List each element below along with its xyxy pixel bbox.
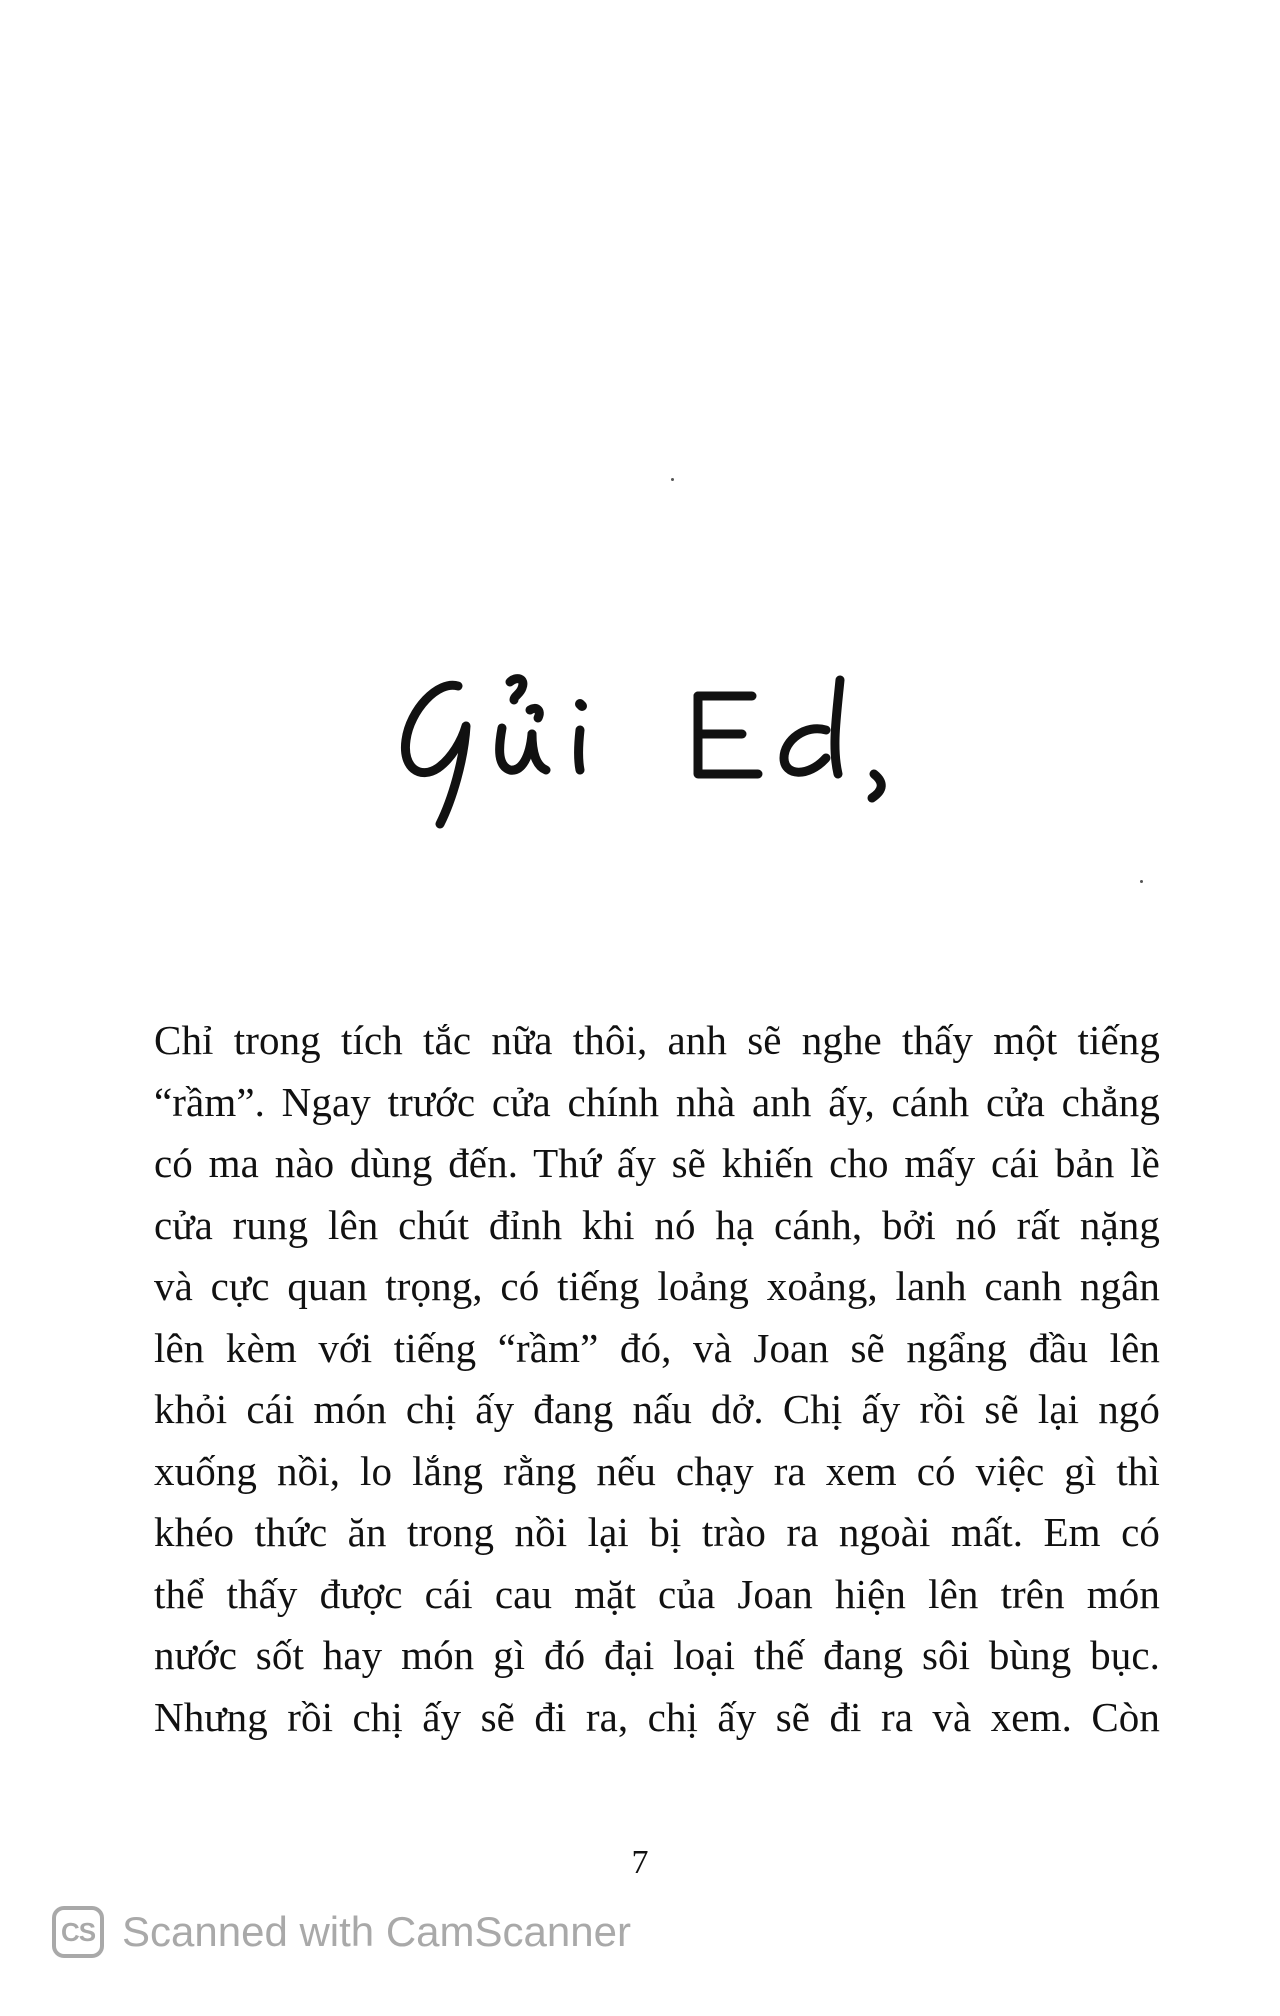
heading-text xyxy=(0,640,1,641)
body-line: lên kèm với tiếng “rầm” đó, và Joan sẽ ngẩng đầu lên xyxy=(154,1324,1160,1371)
body-line: “rầm”. Ngay trước cửa chính nhà anh ấy, cánh cửa chẳng xyxy=(154,1078,1160,1125)
scan-speck xyxy=(1140,880,1143,883)
camscanner-logo-icon: CS xyxy=(52,1906,104,1958)
scan-speck xyxy=(671,478,674,481)
body-line: nước sốt hay món gì đó đại loại thế đang sôi bùng bục. xyxy=(154,1632,1160,1678)
handwritten-heading-drawing xyxy=(380,640,940,850)
body-line: xuống nồi, lo lắng rằng nếu chạy ra xem có việc gì thì xyxy=(154,1447,1160,1494)
watermark-text: Scanned with CamScanner xyxy=(122,1908,631,1955)
handwritten-heading xyxy=(0,640,1280,850)
body-line: khỏi cái món chị ấy đang nấu dở. Chị ấy rồi sẽ lại ngó xyxy=(154,1386,1160,1432)
body-line: thể thấy được cái cau mặt của Joan hiện lên trên món xyxy=(154,1570,1160,1617)
body-line: Nhưng rồi chị ấy sẽ đi ra, chị ấy sẽ đi ra và xem. Còn xyxy=(154,1693,1160,1740)
body-line: Chỉ trong tích tắc nữa thôi, anh sẽ nghe thấy một tiếng xyxy=(154,1017,1160,1063)
body-line: và cực quan trọng, có tiếng loảng xoảng, lanh canh ngân xyxy=(154,1263,1160,1309)
body-paragraph xyxy=(154,1010,1160,1748)
camscanner-watermark xyxy=(52,1900,631,1964)
body-line: có ma nào dùng đến. Thứ ấy sẽ khiến cho mấy cái bản lề xyxy=(154,1140,1160,1186)
page-number: 7 xyxy=(631,1844,649,1881)
body-line: khéo thức ăn trong nồi lại bị trào ra ngoài mất. Em có xyxy=(154,1509,1160,1555)
body-line: cửa rung lên chút đỉnh khi nó hạ cánh, bởi nó rất nặng xyxy=(154,1201,1160,1248)
